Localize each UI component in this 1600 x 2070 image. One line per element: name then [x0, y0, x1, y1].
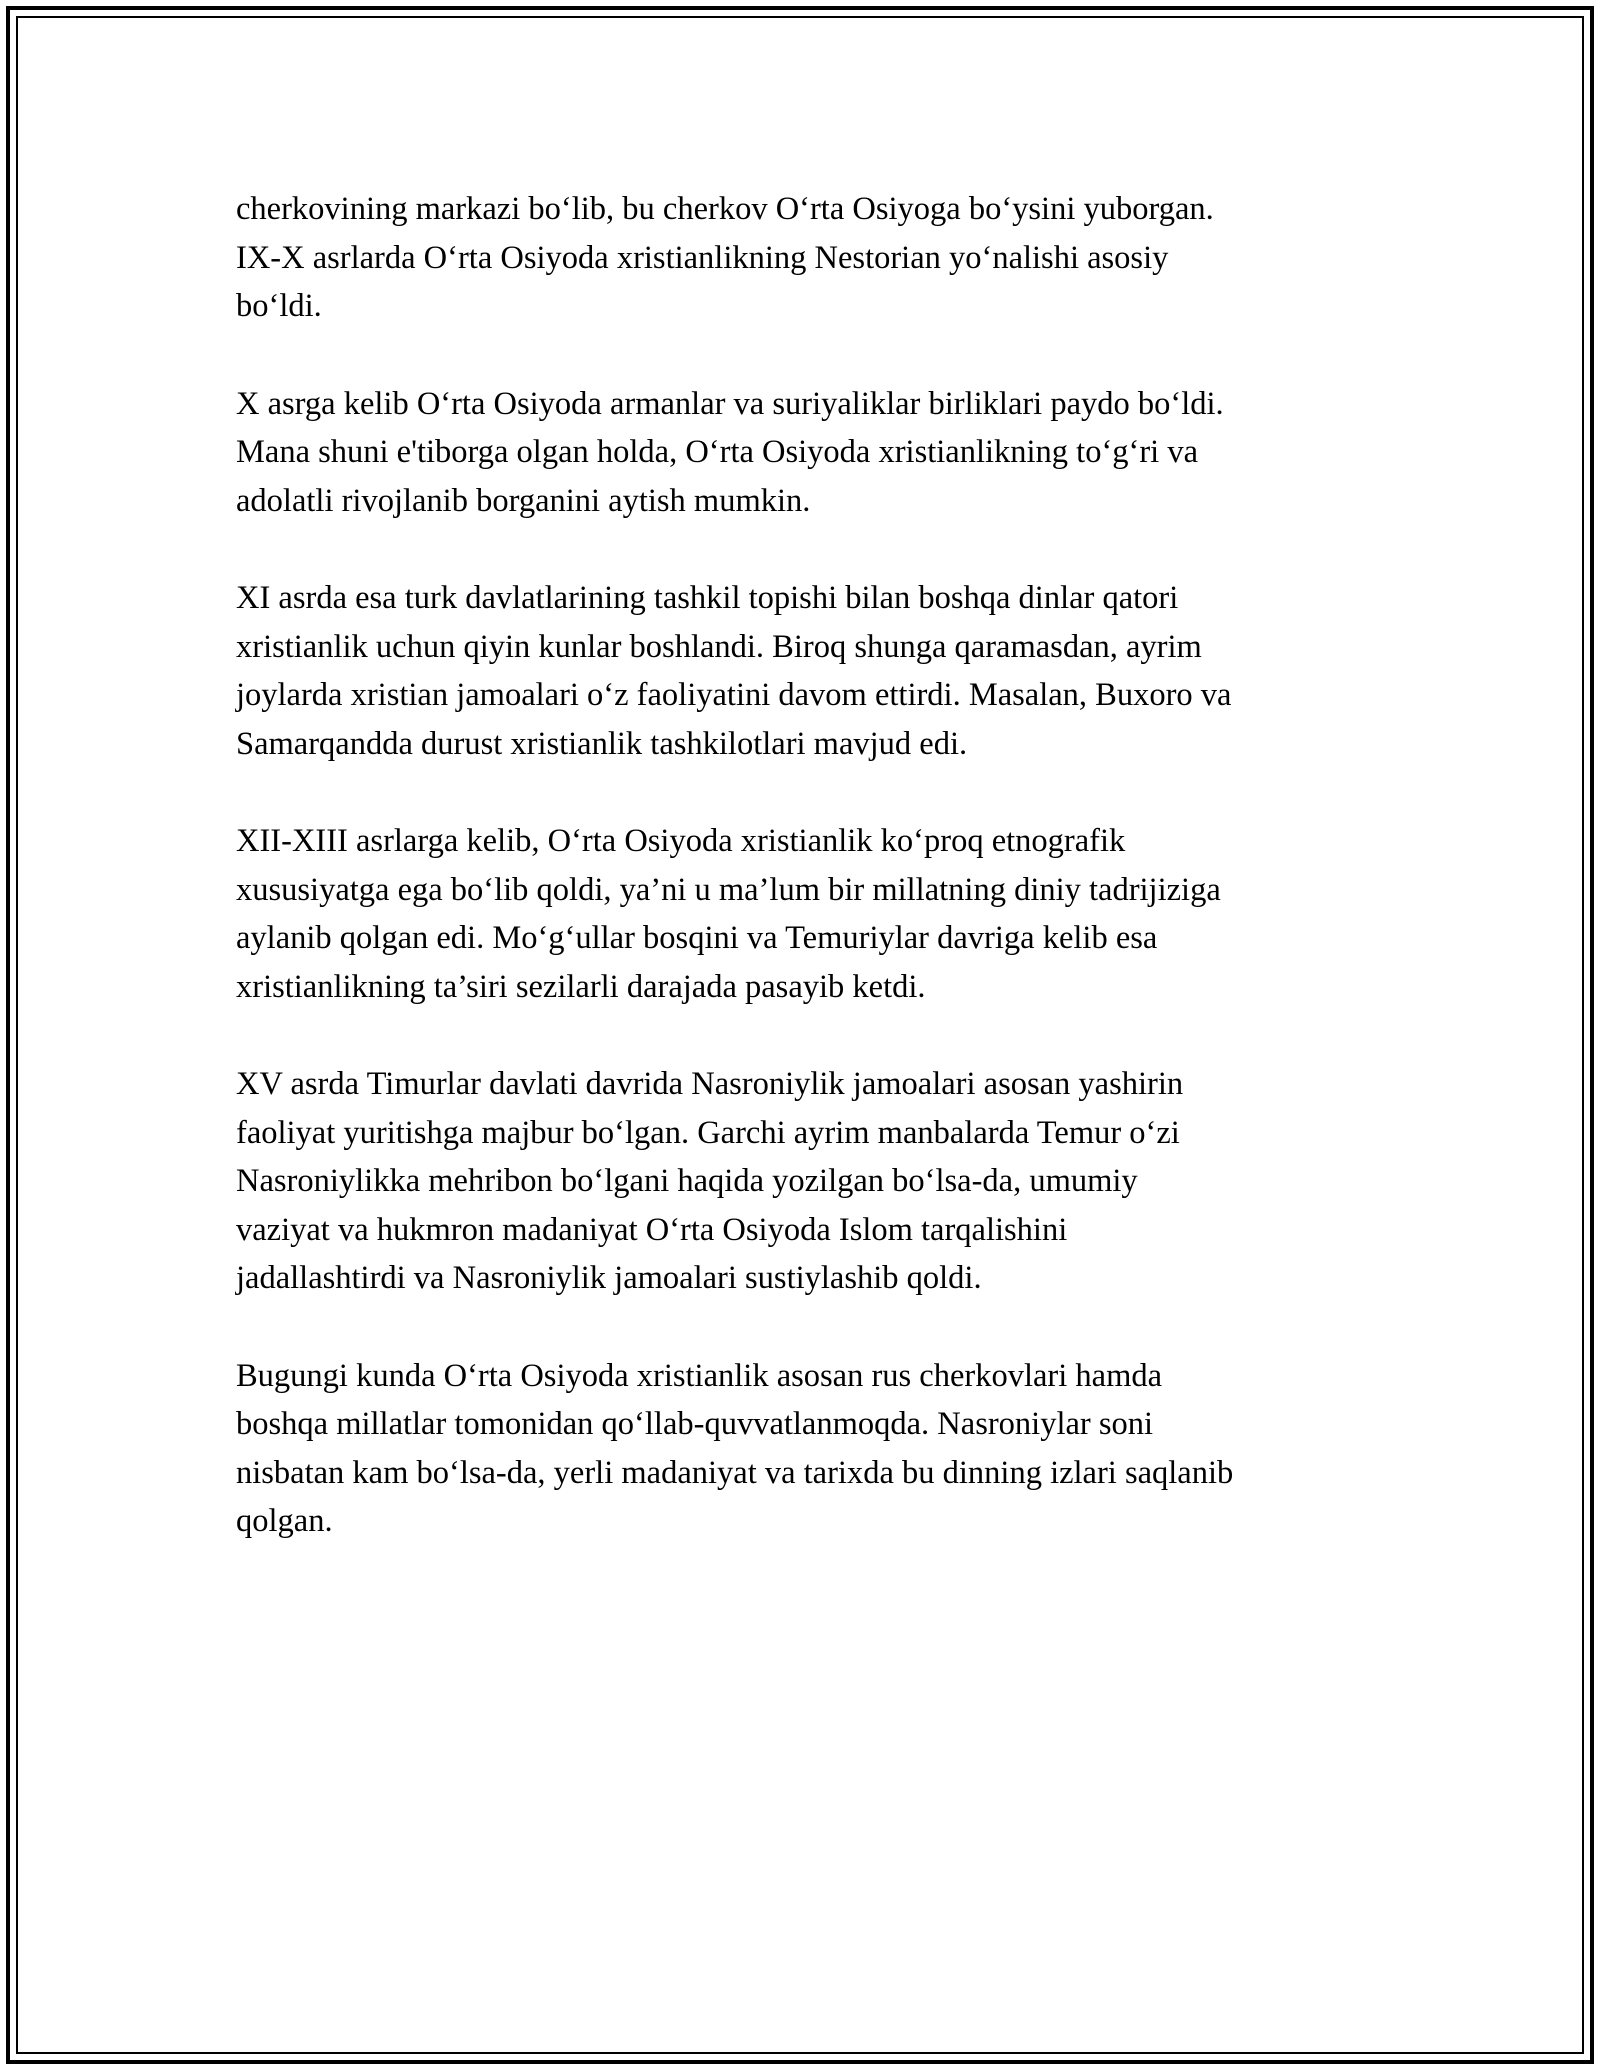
paragraph-6: Bugungi kunda O‘rta Osiyoda xristianlik asosan rus cherkovlari hamda boshqa millatlar tomonidan qo‘llab-quvvatlanmoqda. Nasroniylar soni nisbatan kam bo‘lsa-da, yerli madaniyat va tarixda bu dinning izlari saqlanib qolgan. [236, 1357, 1234, 1539]
paragraph-1: cherkovining markazi bo‘lib, bu cherkov O‘rta Osiyoga bo‘ysini yuborgan. IX-X asrlarda O‘rta Osiyoda xristianlikning Nestorian yo‘nalishi asosiy bo‘ldi. [236, 191, 1214, 324]
document-body [236, 185, 1376, 1546]
paragraph-5: XV asrda Timurlar davlati davrida Nasroniylik jamoalari asosan yashirin faoliyat yuritishga majbur bo‘lgan. Garchi ayrim manbalarda Temur o‘zi Nasroniylikka mehribon bo‘lgani haqida yozilgan bo‘lsa-da, umumiy vaziyat va hukmron madaniyat O‘rta Osiyoda Islom tarqalishini jadallashtirdi va Nasroniylik jamoalari sustiylashib qoldi. [236, 1066, 1184, 1296]
paragraph-3: XI asrda esa turk davlatlarining tashkil topishi bilan boshqa dinlar qatori xristianlik uchun qiyin kunlar boshlandi. Biroq shunga qaramasdan, ayrim joylarda xristian jamoalari o‘z faoliyatini davom ettirdi. Masalan, Buxoro va Samarqandda durust xristianlik tashkilotlari mavjud edi. [236, 580, 1232, 762]
paragraph-2: X asrga kelib O‘rta Osiyoda armanlar va suriyaliklar birliklari paydo bo‘ldi. Mana shuni e'tiborga olgan holda, O‘rta Osiyoda xristianlikning to‘g‘ri va adolatli rivojlanib borganini aytish mumkin. [236, 385, 1224, 519]
paragraph-4: XII-XIII asrlarga kelib, O‘rta Osiyoda xristianlik ko‘proq etnografik xususiyatga ega bo‘lib qoldi, ya’ni u ma’lum bir millatning diniy tadrijiziga aylanib qolgan edi. Mo‘g‘ullar bosqini va Temuriylar davriga kelib esa xristianlikning ta’siri sezilarli darajada pasayib ketdi. [236, 823, 1221, 1005]
